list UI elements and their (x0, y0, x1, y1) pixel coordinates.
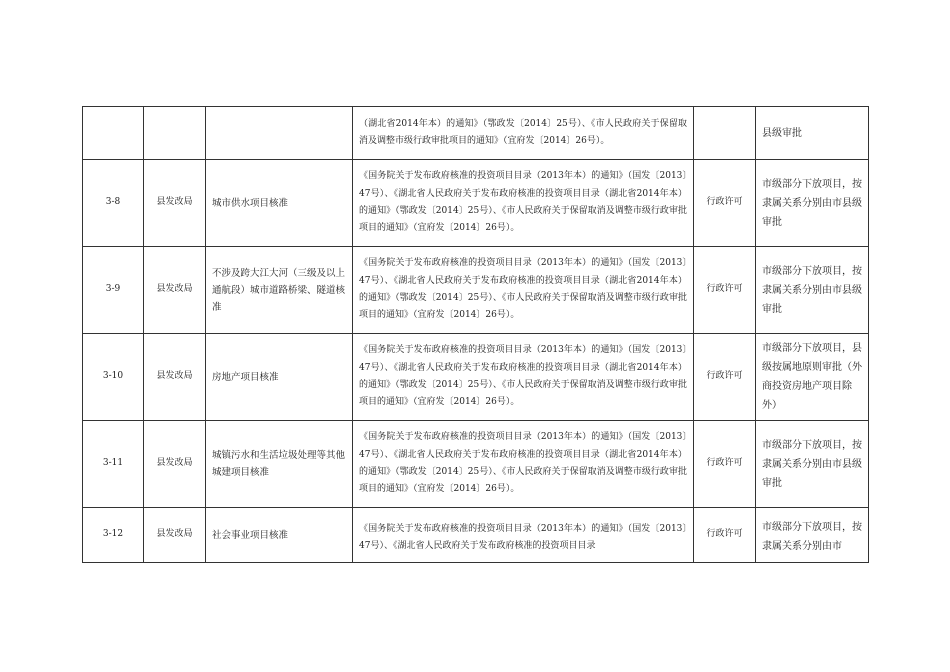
item-type-text: 行政许可 (706, 371, 743, 382)
item-type-cell (694, 160, 756, 247)
remarks-cell (756, 421, 869, 508)
item-number-text: 3-11 (102, 458, 124, 469)
item-type-cell (694, 107, 756, 160)
remarks-cell (756, 334, 869, 421)
item-type-text: 行政许可 (706, 197, 743, 208)
table-row (83, 247, 869, 334)
legal-basis-cell (353, 107, 694, 160)
remarks-cell (756, 107, 869, 160)
remarks-text: 市级部分下放项目，按隶属关系分别由市县级审批 (762, 178, 862, 228)
item-number-cell (83, 160, 144, 247)
item-number-text: 3-8 (105, 197, 121, 208)
legal-basis-text: 《国务院关于发布政府核准的投资项目目录（2013年本）的通知》（国发〔2013〕47号）、《湖北省人民政府关于发布政府核准的投资项目目录（湖北省2014年本）的通知》（鄂政发〔2014〕25号）、《市人民政府关于保留取消及调整市级行政审批项目的通知》（宜府发〔2014〕26号）。 (359, 171, 687, 234)
department-cell (144, 160, 206, 247)
item-number-text: 3-10 (102, 371, 124, 382)
item-name-cell (206, 107, 353, 160)
item-number-cell (83, 334, 144, 421)
remarks-text: 市级部分下放项目，按隶属关系分别由市县级审批 (762, 265, 862, 315)
item-name-cell (206, 421, 353, 508)
department-text: 县发改局 (156, 284, 193, 295)
item-name-text: 房地产项目核准 (212, 371, 279, 383)
department-cell (144, 421, 206, 508)
legal-basis-cell (353, 160, 694, 247)
department-cell (144, 508, 206, 563)
item-type-cell (694, 334, 756, 421)
item-type-text: 行政许可 (706, 458, 743, 469)
approval-items-table (82, 106, 869, 563)
table-row (83, 508, 869, 563)
remarks-text: 市级部分下放项目，按隶属关系分别由市 (762, 522, 862, 552)
table-body (83, 107, 869, 563)
legal-basis-text: 《国务院关于发布政府核准的投资项目目录（2013年本）的通知》（国发〔2013〕47号）、《湖北省人民政府关于发布政府核准的投资项目目录 (359, 523, 687, 551)
remarks-cell (756, 160, 869, 247)
item-number-text: 3-9 (105, 284, 121, 295)
item-number-cell (83, 421, 144, 508)
department-cell (144, 247, 206, 334)
department-text: 县发改局 (156, 529, 193, 540)
remarks-cell (756, 247, 869, 334)
item-type-cell (694, 508, 756, 563)
remarks-text: 市级部分下放项目，县级按属地原则审批（外商投资房地产项目除外） (762, 343, 862, 411)
legal-basis-cell (353, 421, 694, 508)
item-number-text: 3-12 (102, 529, 124, 540)
item-name-cell (206, 247, 353, 334)
item-name-cell (206, 334, 353, 421)
remarks-cell (756, 508, 869, 563)
legal-basis-text: （湖北省2014年本）的通知》（鄂政发〔2014〕25号）、《市人民政府关于保留取消及调整市级行政审批项目的通知》（宜府发〔2014〕26号）。 (359, 118, 687, 146)
department-text: 县发改局 (156, 197, 193, 208)
item-name-text: 城市供水项目核准 (212, 197, 289, 209)
item-name-cell (206, 508, 353, 563)
item-type-cell (694, 247, 756, 334)
item-name-text: 社会事业项目核准 (212, 529, 289, 541)
table-row (83, 334, 869, 421)
table-row (83, 421, 869, 508)
legal-basis-text: 《国务院关于发布政府核准的投资项目目录（2013年本）的通知》（国发〔2013〕47号）、《湖北省人民政府关于发布政府核准的投资项目目录（湖北省2014年本）的通知》（鄂政发〔2014〕25号）、《市人民政府关于保留取消及调整市级行政审批项目的通知》（宜府发〔2014〕26号）。 (359, 258, 687, 321)
remarks-text: 县级审批 (762, 127, 802, 139)
table-row (83, 160, 869, 247)
department-text: 县发改局 (156, 458, 193, 469)
item-type-text: 行政许可 (706, 284, 743, 295)
item-name-text: 城镇污水和生活垃圾处理等其他城建项目核准 (212, 450, 346, 478)
item-name-text: 不涉及跨大江大河（三级及以上通航段）城市道路桥梁、隧道核准 (212, 267, 346, 313)
department-cell (144, 107, 206, 160)
item-number-cell (83, 107, 144, 160)
item-number-cell (83, 247, 144, 334)
legal-basis-cell (353, 334, 694, 421)
legal-basis-text: 《国务院关于发布政府核准的投资项目目录（2013年本）的通知》（国发〔2013〕47号）、《湖北省人民政府关于发布政府核准的投资项目目录（湖北省2014年本）的通知》（鄂政发〔2014〕25号）、《市人民政府关于保留取消及调整市级行政审批项目的通知》（宜府发〔2014〕26号）。 (359, 345, 687, 408)
item-name-cell (206, 160, 353, 247)
table-row (83, 107, 869, 160)
legal-basis-cell (353, 247, 694, 334)
item-number-cell (83, 508, 144, 563)
item-type-cell (694, 421, 756, 508)
legal-basis-cell (353, 508, 694, 563)
legal-basis-text: 《国务院关于发布政府核准的投资项目目录（2013年本）的通知》（国发〔2013〕47号）、《湖北省人民政府关于发布政府核准的投资项目目录（湖北省2014年本）的通知》（鄂政发〔2014〕25号）、《市人民政府关于保留取消及调整市级行政审批项目的通知》（宜府发〔2014〕26号）。 (359, 432, 687, 495)
department-cell (144, 334, 206, 421)
remarks-text: 市级部分下放项目，按隶属关系分别由市县级审批 (762, 439, 862, 489)
department-text: 县发改局 (156, 371, 193, 382)
item-type-text: 行政许可 (706, 529, 743, 540)
